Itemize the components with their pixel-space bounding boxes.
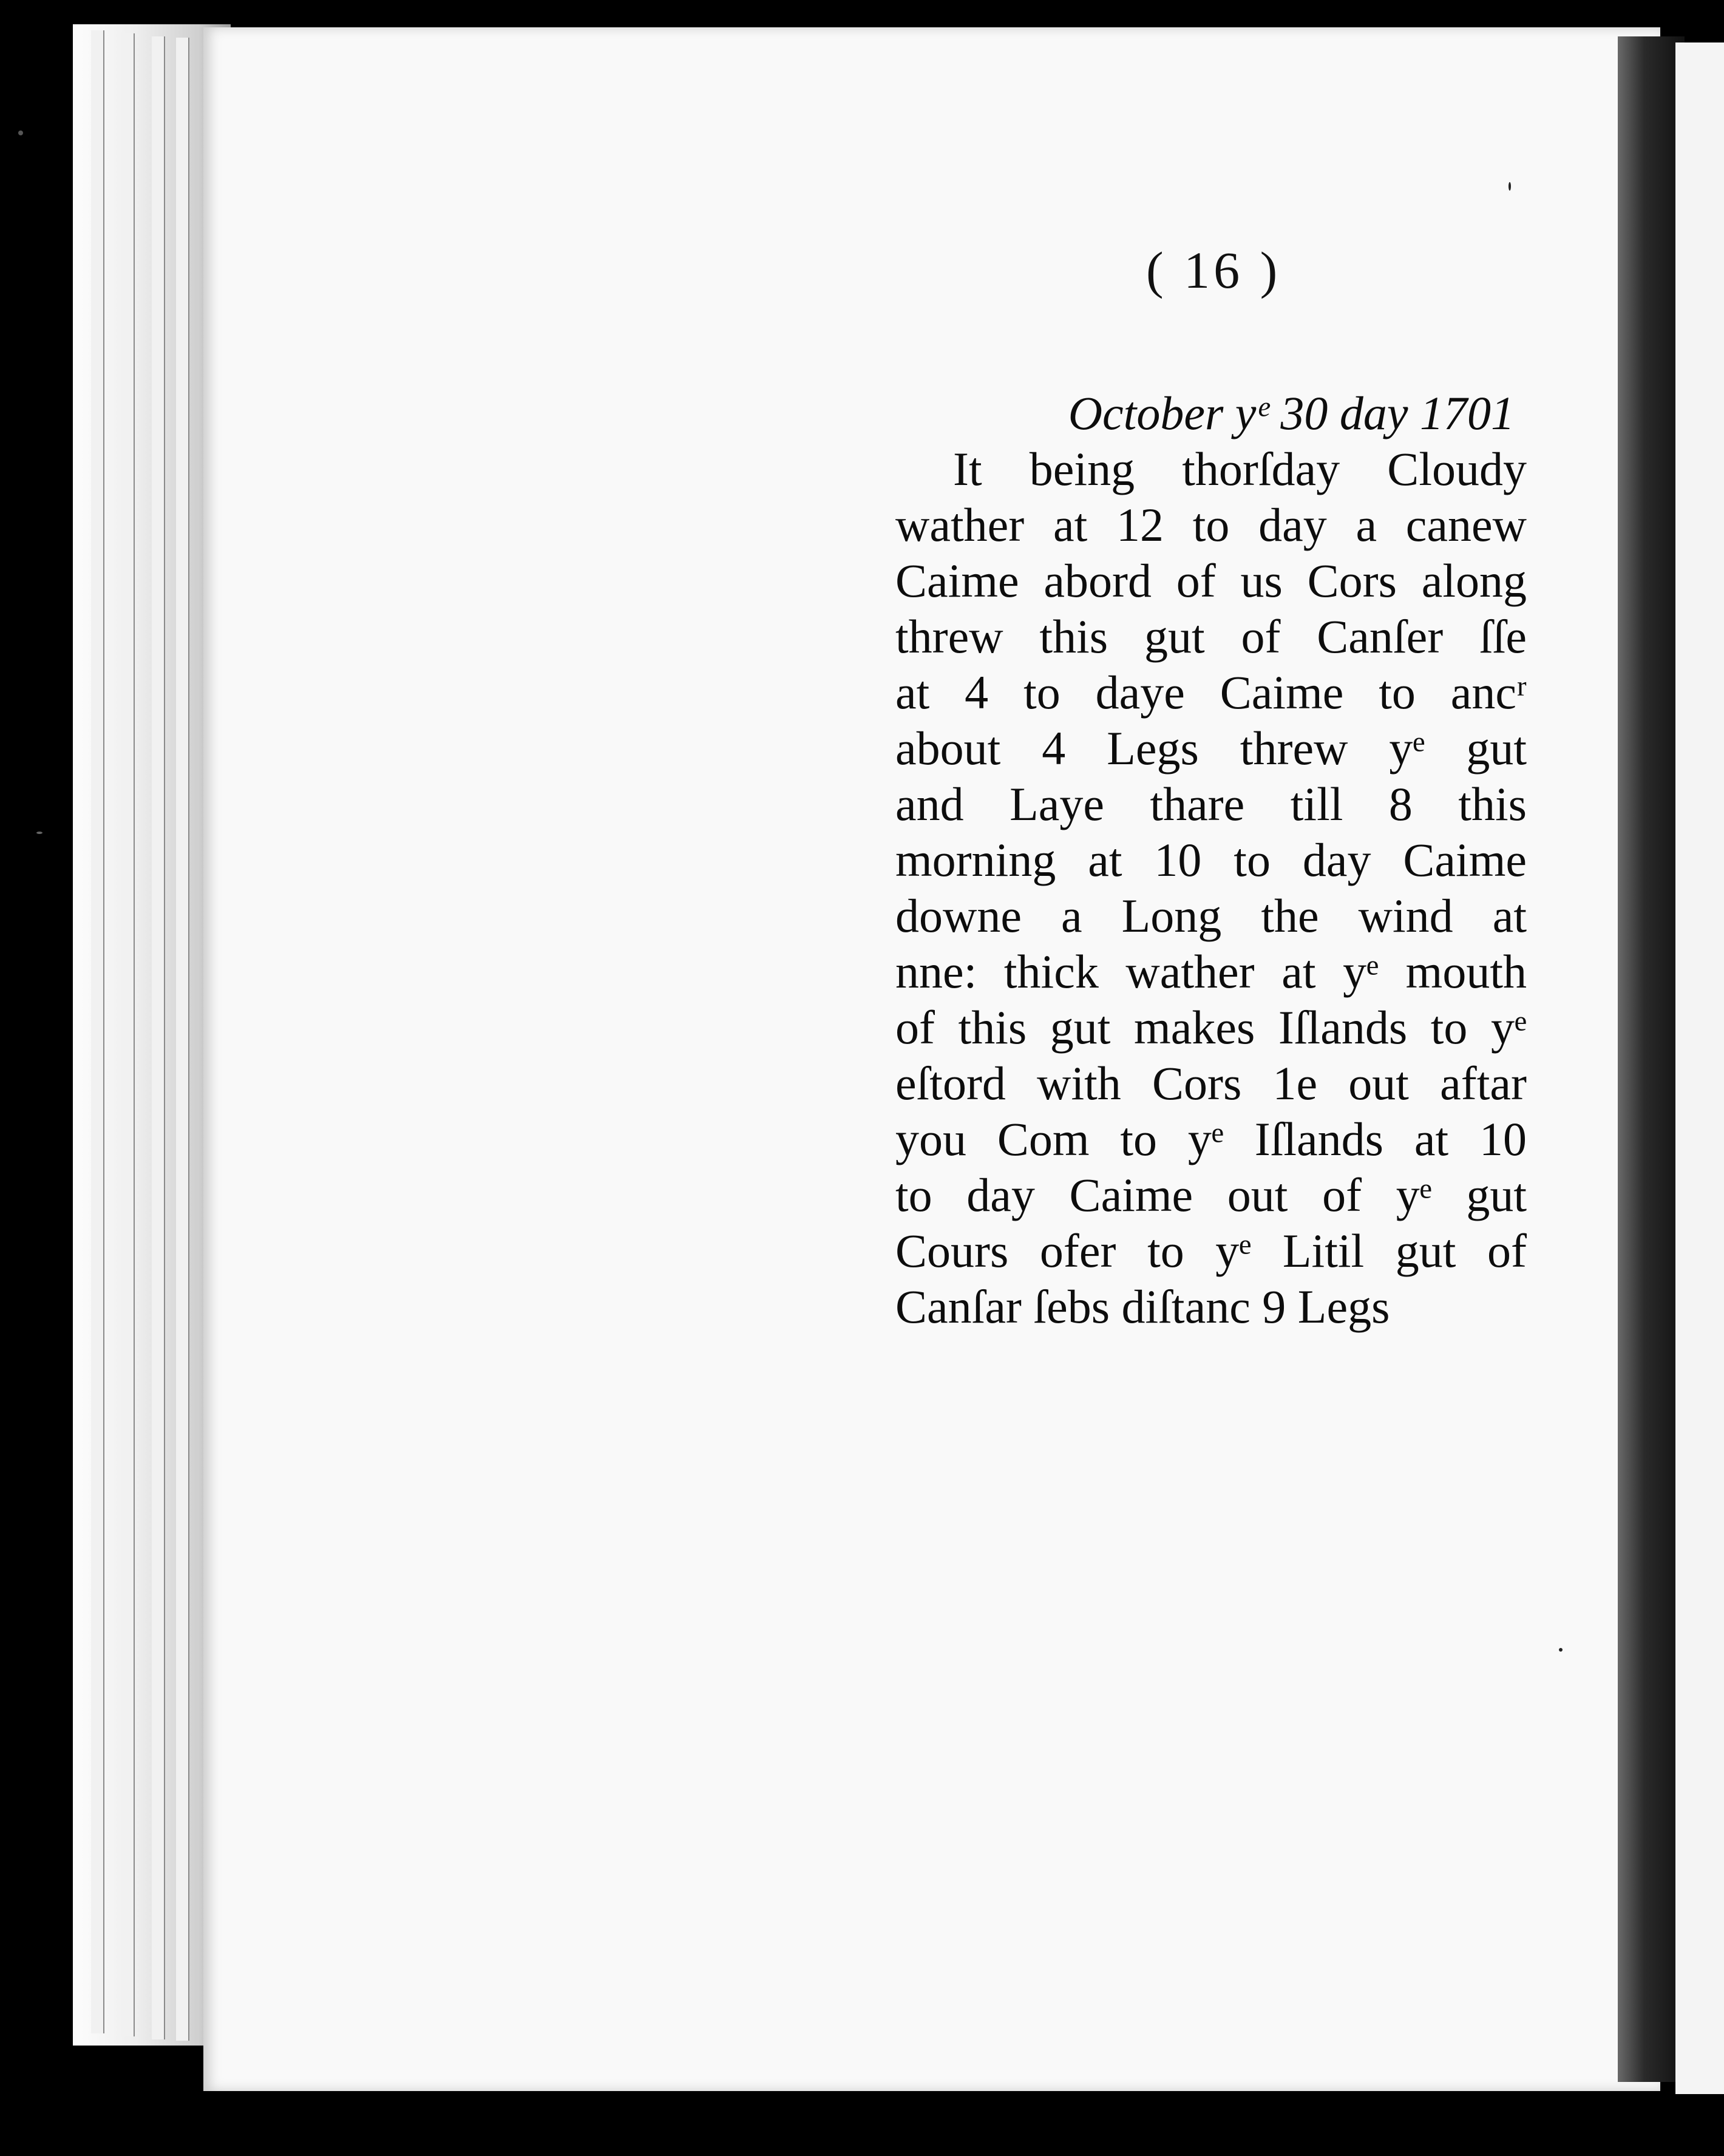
entry-line: about 4 Legs threw yᵉ gut: [895, 722, 1527, 775]
dust-speck: [1508, 182, 1511, 191]
page-number: ( 16 ): [1146, 241, 1281, 299]
page-edge: [121, 33, 135, 2036]
entry-line: of this gut makes Iſlands to yᵉ: [895, 1001, 1527, 1054]
dust-speck: [18, 131, 23, 135]
entry-line: nne: thick wather at yᵉ mouth: [895, 945, 1527, 998]
entry-line: wather at 12 to day a canew: [895, 498, 1527, 551]
entry-line: morning at 10 to day Caime: [895, 833, 1527, 886]
page-edge: [176, 38, 189, 2041]
entry-line: you Com to yᵉ Iſlands at 10: [895, 1113, 1527, 1165]
dust-speck: [1559, 1648, 1563, 1652]
entry-line: threw this gut of Canſer ſſe: [895, 610, 1527, 663]
journal-entry: [895, 385, 1527, 1335]
book-binding-shadow: [1618, 36, 1685, 2082]
dust-speck: [36, 832, 42, 834]
entry-line: It being thorſday Cloudy: [953, 442, 1527, 495]
page-edge: [91, 30, 104, 2033]
entry-line: Caime abord of us Cors along: [895, 554, 1527, 607]
entry-line: Canſar ſebs diſtanc 9 Legs: [895, 1280, 1390, 1333]
entry-line: downe a Long the wind at: [895, 889, 1527, 942]
facing-page-edge: [1675, 42, 1724, 2094]
entry-line: and Laye thare till 8 this: [895, 778, 1527, 830]
entry-line: Cours ofer to yᵉ Litil gut of: [895, 1224, 1527, 1277]
entry-line: eſtord with Cors 1e out aftar: [895, 1057, 1527, 1110]
entry-heading: October yᵉ 30 day 1701: [1068, 387, 1515, 439]
page-edge: [152, 36, 165, 2039]
entry-line: at 4 to daye Caime to ancʳ: [895, 666, 1527, 719]
entry-line: to day Caime out of yᵉ gut: [895, 1168, 1527, 1221]
